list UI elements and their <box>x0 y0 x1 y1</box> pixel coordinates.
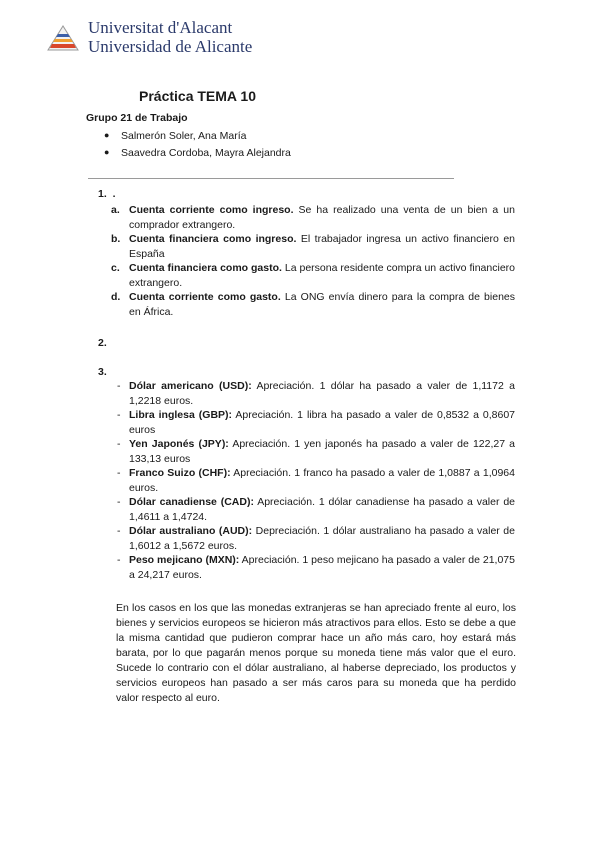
section-divider <box>88 178 454 179</box>
currency-name: Dólar canadiense (CAD): <box>129 496 254 508</box>
currency-text: Apreciación. 1 dólar canadiense ha pasado a valer de 1,4611 a 1,4724. <box>129 496 515 523</box>
logo-line-2: Universidad de Alicante <box>88 37 253 56</box>
currency-item <box>117 524 515 553</box>
question-1-dot: . <box>112 188 116 200</box>
currency-item <box>117 466 515 495</box>
author-item: ● Salmerón Soler, Ana María <box>104 130 291 147</box>
currency-item <box>117 408 515 437</box>
currency-name: Peso mejicano (MXN): <box>129 554 240 566</box>
answer-marker: a. <box>111 204 120 216</box>
answer-text: La ONG envía dinero para la compra de bienes en África. <box>129 291 515 318</box>
document-title: Práctica TEMA 10 <box>139 88 256 104</box>
answer-bold: Cuenta financiera como ingreso. <box>129 233 297 245</box>
group-label: Grupo 21 de Trabajo <box>86 112 188 124</box>
answer-text: El trabajador ingresa un activo financiero en España <box>129 233 515 260</box>
answer-bold: Cuenta financiera como gasto. <box>129 262 282 274</box>
answer-bold: Cuenta corriente como gasto. <box>129 291 281 303</box>
answer-text: La persona residente compra un activo financiero extrangero. <box>129 262 515 289</box>
logo-line-1: Universitat d'Alacant <box>88 18 233 37</box>
currency-item <box>117 437 515 466</box>
answer-text: Se ha realizado una venta de un bien a un comprador extrangero. <box>129 204 515 231</box>
currency-text: Apreciación. 1 libra ha pasado a valer de 0,8532 a 0,8607 euros <box>129 409 515 436</box>
currency-text: Apreciación. 1 franco ha pasado a valer de 1,0887 a 1,0964 euros. <box>129 467 515 494</box>
answer-item <box>111 261 515 290</box>
currency-name: Yen Japonés (JPY): <box>129 438 229 450</box>
currency-text: Depreciación. 1 dólar australiano ha pasado a valer de 1,6012 a 1,5672 euros. <box>129 525 515 552</box>
author-list <box>104 130 291 164</box>
university-logo <box>46 18 296 58</box>
answer-bold: Cuenta corriente como ingreso. <box>129 204 294 216</box>
currency-text: Apreciación. 1 dólar ha pasado a valer de 1,1172 a 1,2218 euros. <box>129 380 515 407</box>
currency-item <box>117 379 515 408</box>
question-1-heading <box>98 188 116 200</box>
answer-marker: c. <box>111 262 120 274</box>
answer-marker: d. <box>111 291 121 303</box>
currency-item <box>117 553 515 582</box>
author-item: ● Saavedra Cordoba, Mayra Alejandra <box>104 147 291 164</box>
university-emblem-icon <box>46 24 80 52</box>
answer-item <box>111 203 515 232</box>
answer-item <box>111 232 515 261</box>
currency-name: Dólar australiano (AUD): <box>129 525 253 537</box>
currency-item <box>117 495 515 524</box>
question-3-number: 3. <box>98 366 107 378</box>
currency-text: Apreciación. 1 peso mejicano ha pasado a valer de 21,075 a 24,217 euros. <box>129 554 515 581</box>
currency-name: Dólar americano (USD): <box>129 380 252 392</box>
answer-marker: b. <box>111 233 121 245</box>
question-1-number: 1. <box>98 188 107 200</box>
currency-text: Apreciación. 1 yen japonés ha pasado a valer de 122,27 a 133,13 euros <box>129 438 515 465</box>
answer-item <box>111 290 515 319</box>
question-1-answers <box>111 203 515 319</box>
currency-name: Libra inglesa (GBP): <box>129 409 233 421</box>
currency-list <box>117 379 515 582</box>
question-2-number: 2. <box>98 337 107 349</box>
conclusion-paragraph: En los casos en los que las monedas extranjeras se han apreciado frente al euro, los bienes y servicios europeos se hicieron más atractivos para ellos. Esto se debe a que la misma cantidad que pudieron comprar hace un año más caro, hoy estará más barata, por lo que pagarán menos porque su moneda tiene más valor que el euro. Sucede lo contrario con el dólar australiano, al haberse depreciado, los productos y servicios europeos han pasado a ser más caros para su moneda que ha perdido valor respecto al euro. <box>116 602 516 704</box>
currency-name: Franco Suizo (CHF): <box>129 467 231 479</box>
